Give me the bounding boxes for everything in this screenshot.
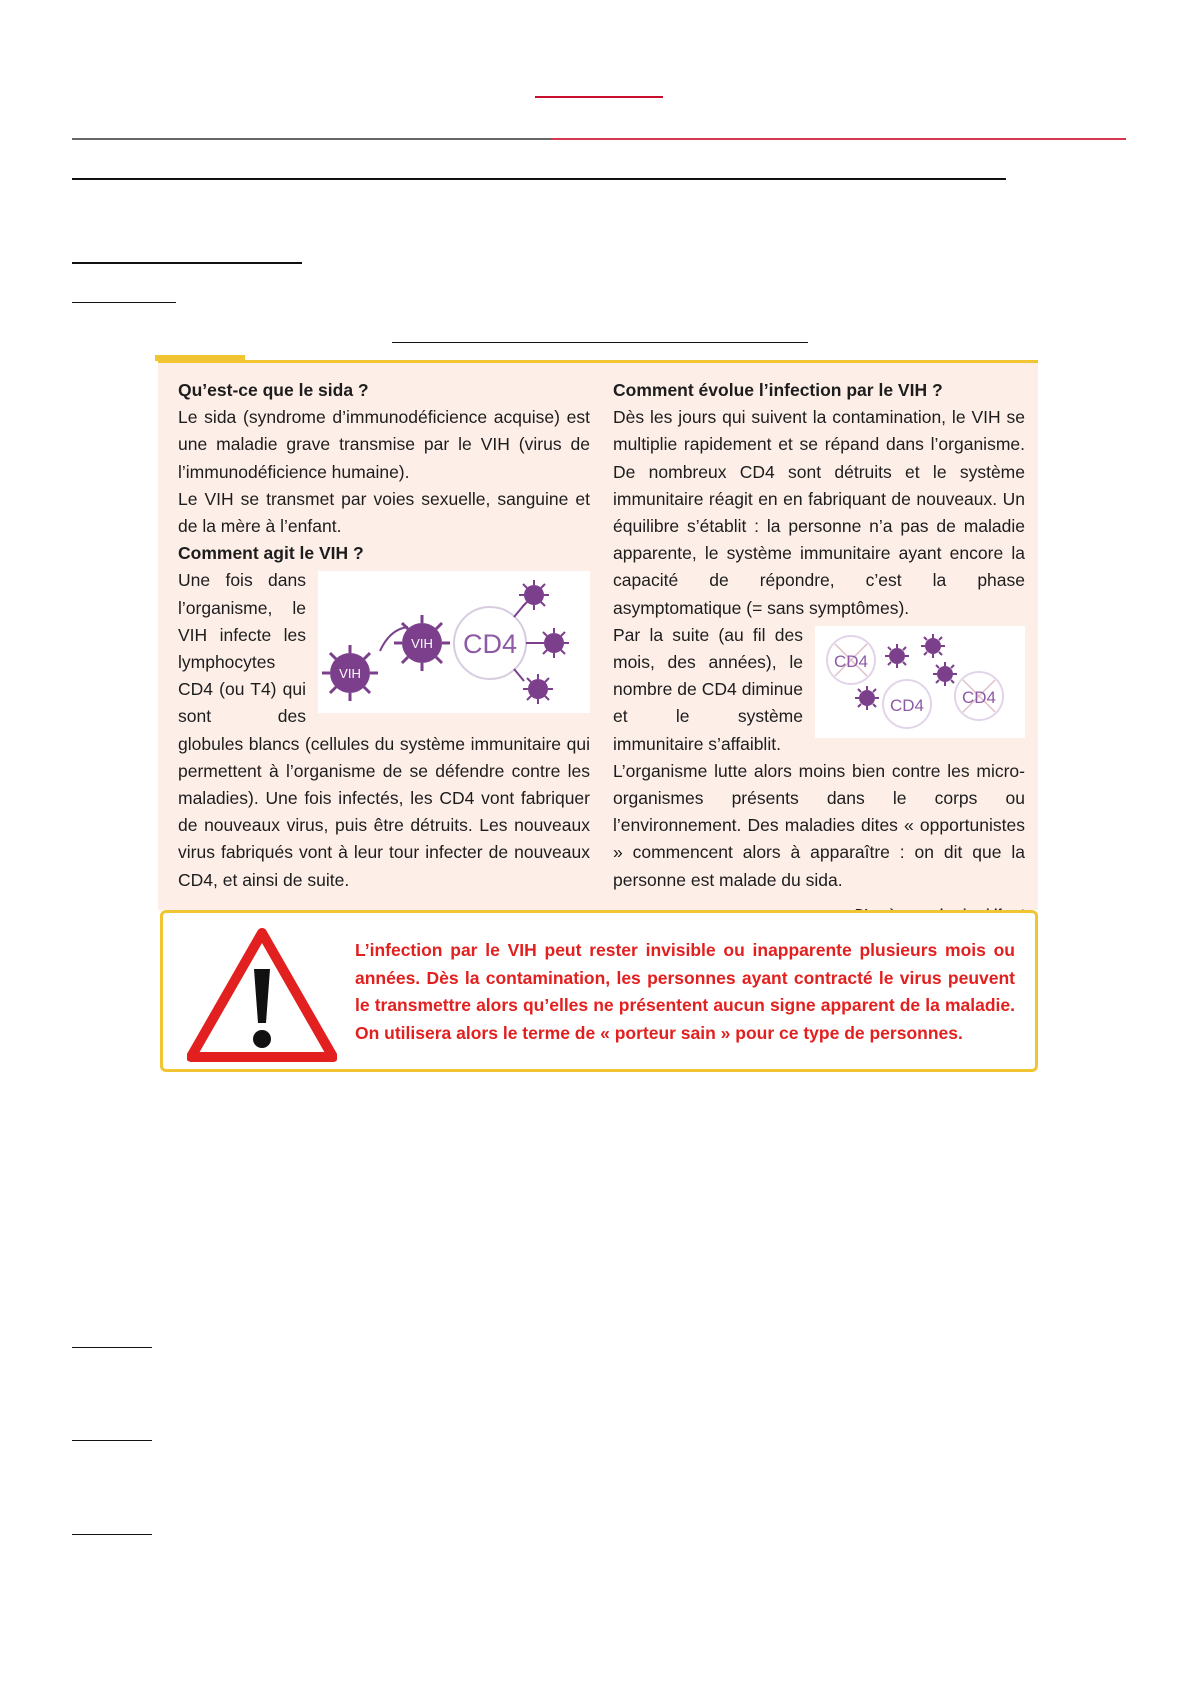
diagram2-cd4-label-2: CD4 (889, 695, 925, 715)
diagram2-cd4-label-3: CD4 (961, 687, 997, 707)
document-title-underline (392, 342, 808, 343)
warning-triangle-icon (187, 927, 337, 1063)
virus-small-icon (933, 662, 957, 686)
virus-small-icon (539, 628, 569, 658)
answer-underline-1 (72, 1347, 152, 1348)
paragraph-transmission: Le VIH se transmet par voies sexuelle, sanguine et de la mère à l’enfant. (178, 488, 590, 537)
right-column (613, 377, 1025, 927)
diagram1-virus-label: VIH (339, 666, 361, 682)
answer-underline-2 (72, 1440, 152, 1441)
warning-text: L’infection par le VIH peut rester invisible ou inapparente plusieurs mois ou années. Dès la contamination, les personnes ayant contracté le virus peuvent le transmettre alors qu’elles ne présentent aucun signe apparent de la maladie. On utilisera alors le terme de « porteur sain » pour ce type de personnes. (355, 940, 1015, 1043)
divider-grey (72, 138, 552, 140)
virus-small-icon (921, 634, 945, 658)
virus-small-icon (523, 674, 553, 704)
paragraph-aids-definition: Le sida (syndrome d’immunodéficience acquise) est une maladie grave transmise par le VIH (virus de l’immunodéficience humaine). (178, 407, 590, 482)
diagram1-virus-label-2: VIH (411, 636, 433, 652)
paragraph-evolution: Dès les jours qui suivent la contamination, le VIH se multiplie rapidement et se répand dans l’organisme. De nombreux CD4 sont détruits et le système immunitaire réagit en en fabriquant de nouveaux. Un équilibre s’établit : la personne n’a pas de maladie apparente, le système immunitaire ayant encore la capacité de répondre, c’est la phase asymptomatique (= sans symptômes). (613, 407, 1025, 618)
answer-underline-3 (72, 1534, 152, 1535)
paragraph-cd4-decline: Par la suite (au fil des mois, des années), le nombre de CD4 diminue et le système immunitaire s’affaiblit. (613, 624, 803, 754)
paragraph-hiv-action: Une fois dans l’organisme, le VIH infecte les lymphocytes CD4 (ou T4) qui sont des globules blancs (cellules du système immunitaire qui permettent à l’organisme de se défendre contre les maladies). Une fois infectés, les CD4 vont fabriquer de nouveaux virus, puis être détruits. Les nouveaux virus fabriqués vont à leur tour infecter de nouveaux CD4, et ainsi de suite. (178, 570, 590, 890)
paragraph-opportunistic: L’organisme lutte alors moins bien contre les micro-organismes présents dans le corps ou l’environnement. Des maladies dites « opportunistes » commencent alors à apparaître : on dit que la personne est malade du sida. (613, 760, 1025, 890)
subtitle-underline (72, 178, 1006, 180)
divider-red (552, 138, 1126, 140)
cd4-decline-diagram (815, 626, 1025, 738)
heading-evolution: Comment évolue l’infection par le VIH ? (613, 380, 943, 400)
info-box (158, 360, 1038, 910)
left-column (178, 377, 590, 894)
title-underline-red (535, 96, 663, 98)
virus-small-icon (855, 686, 879, 710)
section-underline-1 (72, 262, 302, 264)
hiv-infection-diagram (318, 571, 590, 713)
heading-what-is-aids: Qu’est-ce que le sida ? (178, 380, 369, 400)
arrow-icon (514, 605, 524, 617)
diagram1-cd4-label: CD4 (462, 629, 518, 660)
heading-how-hiv-acts: Comment agit le VIH ? (178, 543, 364, 564)
section-underline-2 (72, 302, 176, 303)
virus-small-icon (519, 580, 549, 610)
diagram2-cd4-label-1: CD4 (833, 651, 869, 671)
arrow-icon (514, 669, 524, 681)
warning-box (160, 910, 1038, 1072)
virus-small-icon (885, 644, 909, 668)
info-box-tab (155, 355, 245, 361)
